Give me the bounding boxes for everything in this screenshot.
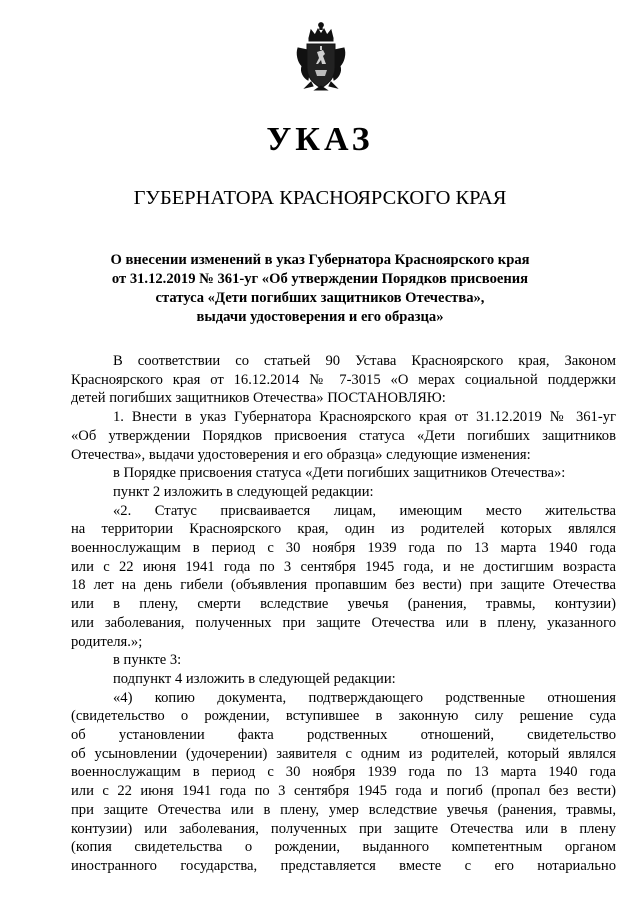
body-line: или с 22 июня 1941 года по 3 сентября 1945 года, и не достигшим возраста — [71, 558, 616, 575]
body-line: пункт 2 изложить в следующей редакции: — [113, 483, 374, 500]
coat-of-arms-icon — [295, 20, 347, 92]
body-line: или в плену, смерти вследствие увечья (ранения, травмы, контузии) — [71, 596, 616, 613]
body-line: или заболевания, полученных при защите Отечества или в плену, указанного — [71, 614, 616, 631]
decree-body — [71, 352, 616, 876]
body-line: контузии) или заболевания, полученных при защите Отечества или в плену — [71, 820, 616, 837]
document-title: УКАЗ — [266, 121, 374, 158]
body-line: об усыновлении (удочерении) заявителя с одним из родителей, который являлся — [71, 745, 616, 762]
heading-line: статуса «Дети погибших защитников Отечества», — [155, 290, 485, 306]
body-line: при защите Отечества или в плену, умер вследствие увечья (ранения, травмы, — [71, 801, 616, 818]
body-line: В соответствии со статьей 90 Устава Красноярского края, Законом — [113, 353, 616, 369]
body-line: в Порядке присвоения статуса «Дети погибших защитников Отечества»: — [113, 465, 566, 482]
heading-line: от 31.12.2019 № 361-уг «Об утверждении Порядков присвоения — [111, 271, 529, 287]
body-line: иностранного государства, представляется вместе с его нотариально — [71, 857, 616, 874]
heading-line: выдачи удостоверения и его образца» — [196, 309, 444, 325]
body-line: (свидетельство о рождении, вступившее в законную силу решение суда — [71, 708, 616, 725]
heading-line: О внесении изменений в указ Губернатора Красноярского края — [110, 252, 530, 268]
body-line: или с 22 июня 1941 года по 3 сентября 1945 года и погиб (пропал без вести) — [71, 783, 616, 800]
body-line: «4) копию документа, подтверждающего родственные отношения — [113, 689, 616, 706]
decree-heading — [80, 251, 560, 327]
body-line: 1. Внести в указ Губернатора Красноярского края от 31.12.2019 № 361-уг — [113, 409, 616, 426]
body-line: «2. Статус присваивается лицам, имеющим место жительства — [113, 502, 616, 519]
body-line: подпункт 4 изложить в следующей редакции: — [113, 670, 396, 687]
body-line: «Об утверждении Порядков присвоения статуса «Дети погибших защитников — [71, 427, 616, 444]
body-line: военнослужащим в период с 30 ноября 1939 года по 13 марта 1940 года — [71, 540, 616, 557]
body-line: (копия свидетельства о рождении, выданного компетентным органом — [71, 839, 616, 856]
document-subtitle: ГУБЕРНАТОРА КРАСНОЯРСКОГО КРАЯ — [133, 187, 507, 209]
body-line: родителя.»; — [71, 633, 143, 650]
body-line: в пункте 3: — [113, 652, 182, 669]
body-line: Красноярского края от 16.12.2014 № 7-3015 «О мерах социальной поддержки — [71, 371, 616, 388]
body-line: Отечества», выдачи удостоверения и его образца» следующие изменения: — [71, 446, 531, 463]
body-line: об установлении факта родственных отношений, свидетельство — [71, 727, 616, 744]
body-line: на территории Красноярского края, один из родителей которых являлся — [71, 521, 616, 538]
body-line: 18 лет на день гибели (объявления пропавшим без вести) при защите Отечества — [71, 577, 616, 594]
body-line: военнослужащим в период с 30 ноября 1939 года по 13 марта 1940 года — [71, 764, 616, 781]
body-line: детей погибших защитников Отечества» ПОСТАНОВЛЯЮ: — [71, 390, 446, 407]
